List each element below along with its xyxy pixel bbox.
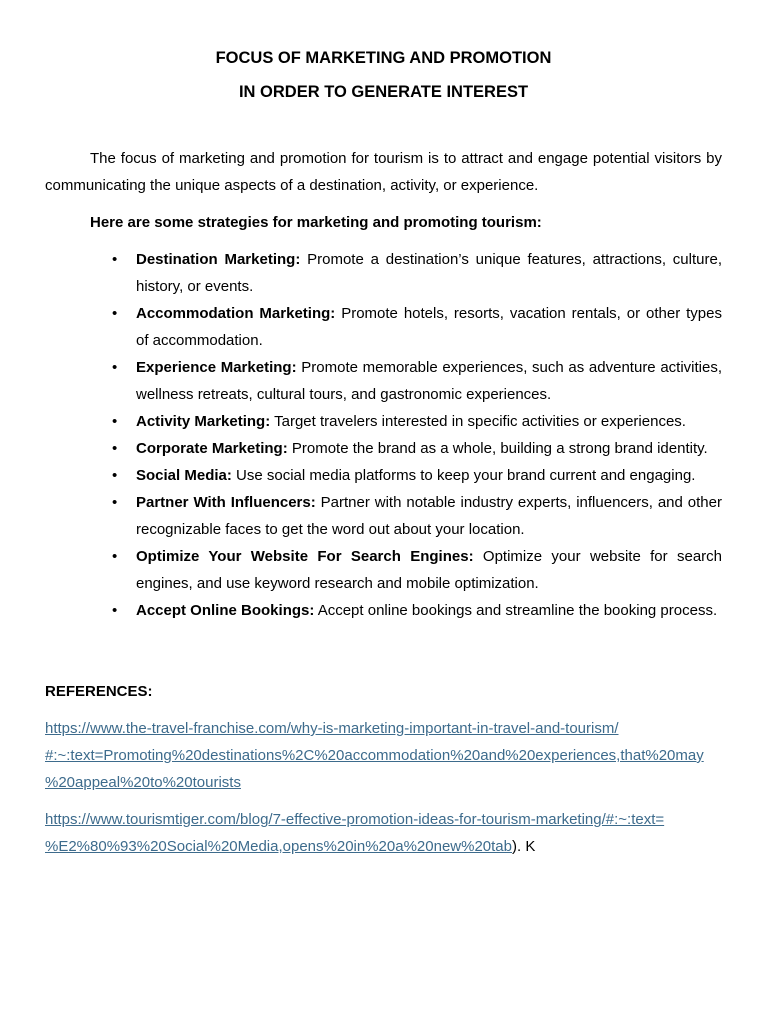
- strategy-name: Corporate Marketing:: [136, 440, 288, 457]
- strategy-name: Destination Marketing:: [136, 251, 301, 268]
- strategy-description: Accept online bookings and streamline the booking process.: [317, 602, 718, 619]
- strategy-item-accommodation-marketing: [112, 300, 722, 354]
- bullet-icon: •: [112, 305, 118, 322]
- strategy-description: Target travelers interested in specific activities or experiences.: [274, 413, 686, 430]
- reference-link-1-line-1: https://www.the-travel-franchise.com/why-is-marketing-important-in-travel-and-tourism/: [45, 720, 619, 737]
- bullet-icon: •: [112, 548, 118, 565]
- reference-2: [45, 806, 722, 860]
- reference-link-1[interactable]: [45, 720, 704, 791]
- strategy-item-experience-marketing: [112, 354, 723, 408]
- reference-1: [45, 715, 722, 796]
- reference-link-2[interactable]: [45, 811, 664, 855]
- reference-link-1-line-3: %20appeal%20to%20tourists: [45, 774, 241, 791]
- strategy-description: Promote the brand as a whole, building a strong brand identity.: [291, 440, 708, 457]
- strategy-item-social-media: [112, 462, 722, 489]
- bullet-icon: •: [112, 494, 118, 511]
- strategy-item-destination-marketing: [112, 246, 722, 300]
- bullet-icon: •: [112, 467, 118, 484]
- bullet-icon: •: [112, 602, 118, 619]
- document-title-line-2: IN ORDER TO GENERATE INTEREST: [238, 83, 529, 101]
- strategy-name: Social Media:: [136, 467, 232, 484]
- strategy-description: Promote hotels, resorts, vacation rentals, or other types of accommodation.: [136, 305, 722, 349]
- strategy-name: Optimize Your Website For Search Engines:: [136, 548, 474, 565]
- strategies-heading: Here are some strategies for marketing and promoting tourism:: [90, 214, 542, 231]
- reference-2-trailing-text: ). K: [512, 838, 536, 855]
- reference-link-2-line-1: https://www.tourismtiger.com/blog/7-effective-promotion-ideas-for-tourism-marketing/#:~:text=: [45, 811, 665, 828]
- strategy-description: Partner with notable industry experts, influencers, and other recognizable faces to get the word out about your location.: [136, 494, 722, 538]
- bullet-icon: •: [112, 440, 118, 457]
- strategy-name: Experience Marketing:: [136, 359, 297, 376]
- strategy-item-optimize-website: [112, 543, 723, 597]
- references-heading: REFERENCES:: [45, 683, 153, 700]
- strategy-name: Partner With Influencers:: [136, 494, 316, 511]
- strategy-description: Optimize your website for search engines, and use keyword research and mobile optimization.: [136, 548, 723, 592]
- bullet-icon: •: [112, 413, 118, 430]
- intro-paragraph: The focus of marketing and promotion for tourism is to attract and engage potential visitors by communicating the unique aspects of a destination, activity, or experience.: [45, 150, 722, 194]
- strategy-description: Promote memorable experiences, such as adventure activities, wellness retreats, cultural tours, and gastronomic experiences.: [136, 359, 723, 403]
- strategy-name: Activity Marketing:: [136, 413, 271, 430]
- bullet-icon: •: [112, 251, 118, 268]
- strategy-item-corporate-marketing: [112, 435, 722, 462]
- strategy-name: Accept Online Bookings:: [136, 602, 315, 619]
- strategy-description: Promote a destination’s unique features, attractions, culture, history, or events.: [136, 251, 722, 295]
- bullet-icon: •: [112, 359, 118, 376]
- document-title-line-1: FOCUS OF MARKETING AND PROMOTION: [215, 49, 552, 67]
- reference-link-2-line-2: %E2%80%93%20Social%20Media,opens%20in%20a%20new%20tab: [45, 838, 512, 855]
- strategy-description: Use social media platforms to keep your brand current and engaging.: [236, 467, 696, 484]
- strategy-item-activity-marketing: [112, 408, 722, 435]
- strategy-item-accept-online-bookings: [112, 597, 722, 624]
- strategies-list: [45, 246, 722, 624]
- strategy-item-partner-with-influencers: [112, 489, 722, 543]
- reference-link-1-line-2: #:~:text=Promoting%20destinations%2C%20accommodation%20and%20experiences,that%20may: [45, 747, 704, 764]
- strategy-name: Accommodation Marketing:: [136, 305, 336, 322]
